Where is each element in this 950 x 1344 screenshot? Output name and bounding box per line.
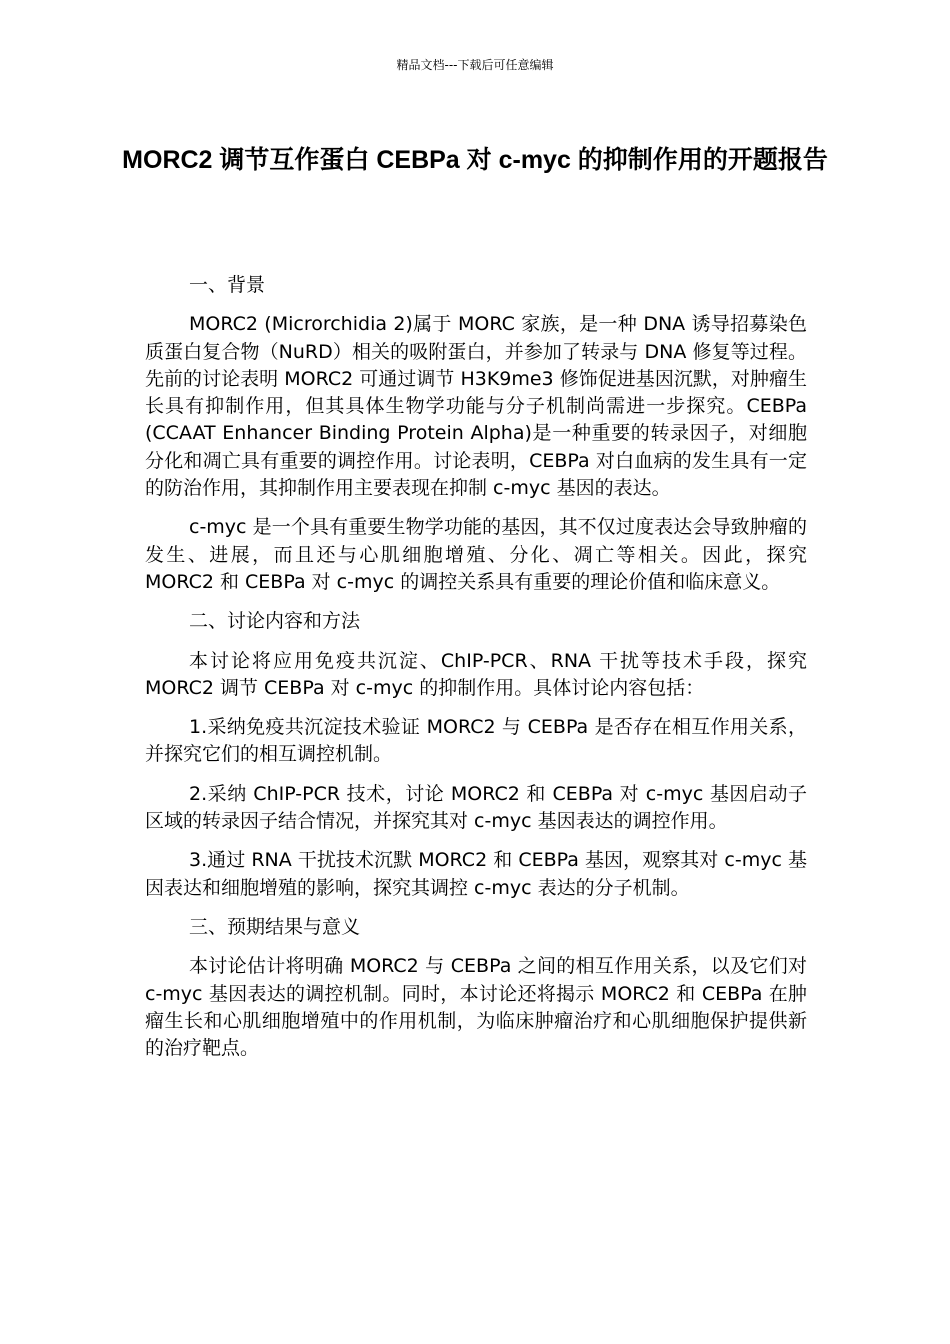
methods-list-item-2: 2.采纳 ChIP-PCR 技术，讨论 MORC2 和 CEBPa 对 c-myc 基因启动子区域的转录因子结合情况，并探究其对 c-myc 基因表达的调控作用。 — [145, 782, 807, 833]
document-title: MORC2 调节互作蛋白 CEBPa 对 c-myc 的抑制作用的开题报告 — [122, 146, 828, 174]
document-body — [145, 272, 807, 1074]
section-heading-background: 一、背景 — [189, 274, 266, 296]
section-heading-methods: 二、讨论内容和方法 — [189, 610, 361, 633]
methods-list-item-1: 1.采纳免疫共沉淀技术验证 MORC2 与 CEBPa 是否存在相互作用关系，并探究它们的相互调控机制。 — [145, 716, 807, 766]
header-note: 精品文档---下载后可任意编辑 — [396, 58, 554, 72]
results-paragraph: 本讨论估计将明确 MORC2 与 CEBPa 之间的相互作用关系，以及它们对 c-myc 基因表达的调控机制。同时，本讨论还将揭示 MORC2 和 CEBPa 在肿瘤生长和心肌细胞增殖中的作用机制，为临床肿瘤治疗和心肌细胞保护提供新的治疗靶点。 — [145, 955, 807, 1060]
background-paragraph-2: c-myc 是一个具有重要生物学功能的基因，其不仅过度表达会导致肿瘤的发生、进展，而且还与心肌细胞增殖、分化、凋亡等相关。因此，探究 MORC2 和 CEBPa 对 c-myc 的调控关系具有重要的理论价值和临床意义。 — [145, 516, 807, 593]
background-paragraph-1: MORC2 (Microrchidia 2)属于 MORC 家族，是一种 DNA 诱导招募染色质蛋白复合物（NuRD）相关的吸附蛋白，并参加了转录与 DNA 修复等过程。先前的讨论表明 MORC2 可通过调节 H3K9me3 修饰促进基因沉默，对肿瘤生长具有抑制作用，但其具体生物学功能与分子机制尚需进一步探究。CEBPa (CCAAT Enhancer Binding Protein Alpha)是一种重要的转录因子，对细胞分化和凋亡具有重要的调控作用。讨论表明，CEBPa 对白血病的发生具有一定的防治作用，其抑制作用主要表现在抑制 c-myc 基因的表达。 — [145, 313, 807, 500]
section-heading-results: 三、预期结果与意义 — [189, 915, 361, 938]
methods-intro-paragraph: 本讨论将应用免疫共沉淀、ChIP-PCR、RNA 干扰等技术手段，探究 MORC2 调节 CEBPa 对 c-myc 的抑制作用。具体讨论内容包括： — [145, 649, 807, 699]
methods-list-item-3: 3.通过 RNA 干扰技术沉默 MORC2 和 CEBPa 基因，观察其对 c-myc 基因表达和细胞增殖的影响，探究其调控 c-myc 表达的分子机制。 — [145, 849, 807, 899]
